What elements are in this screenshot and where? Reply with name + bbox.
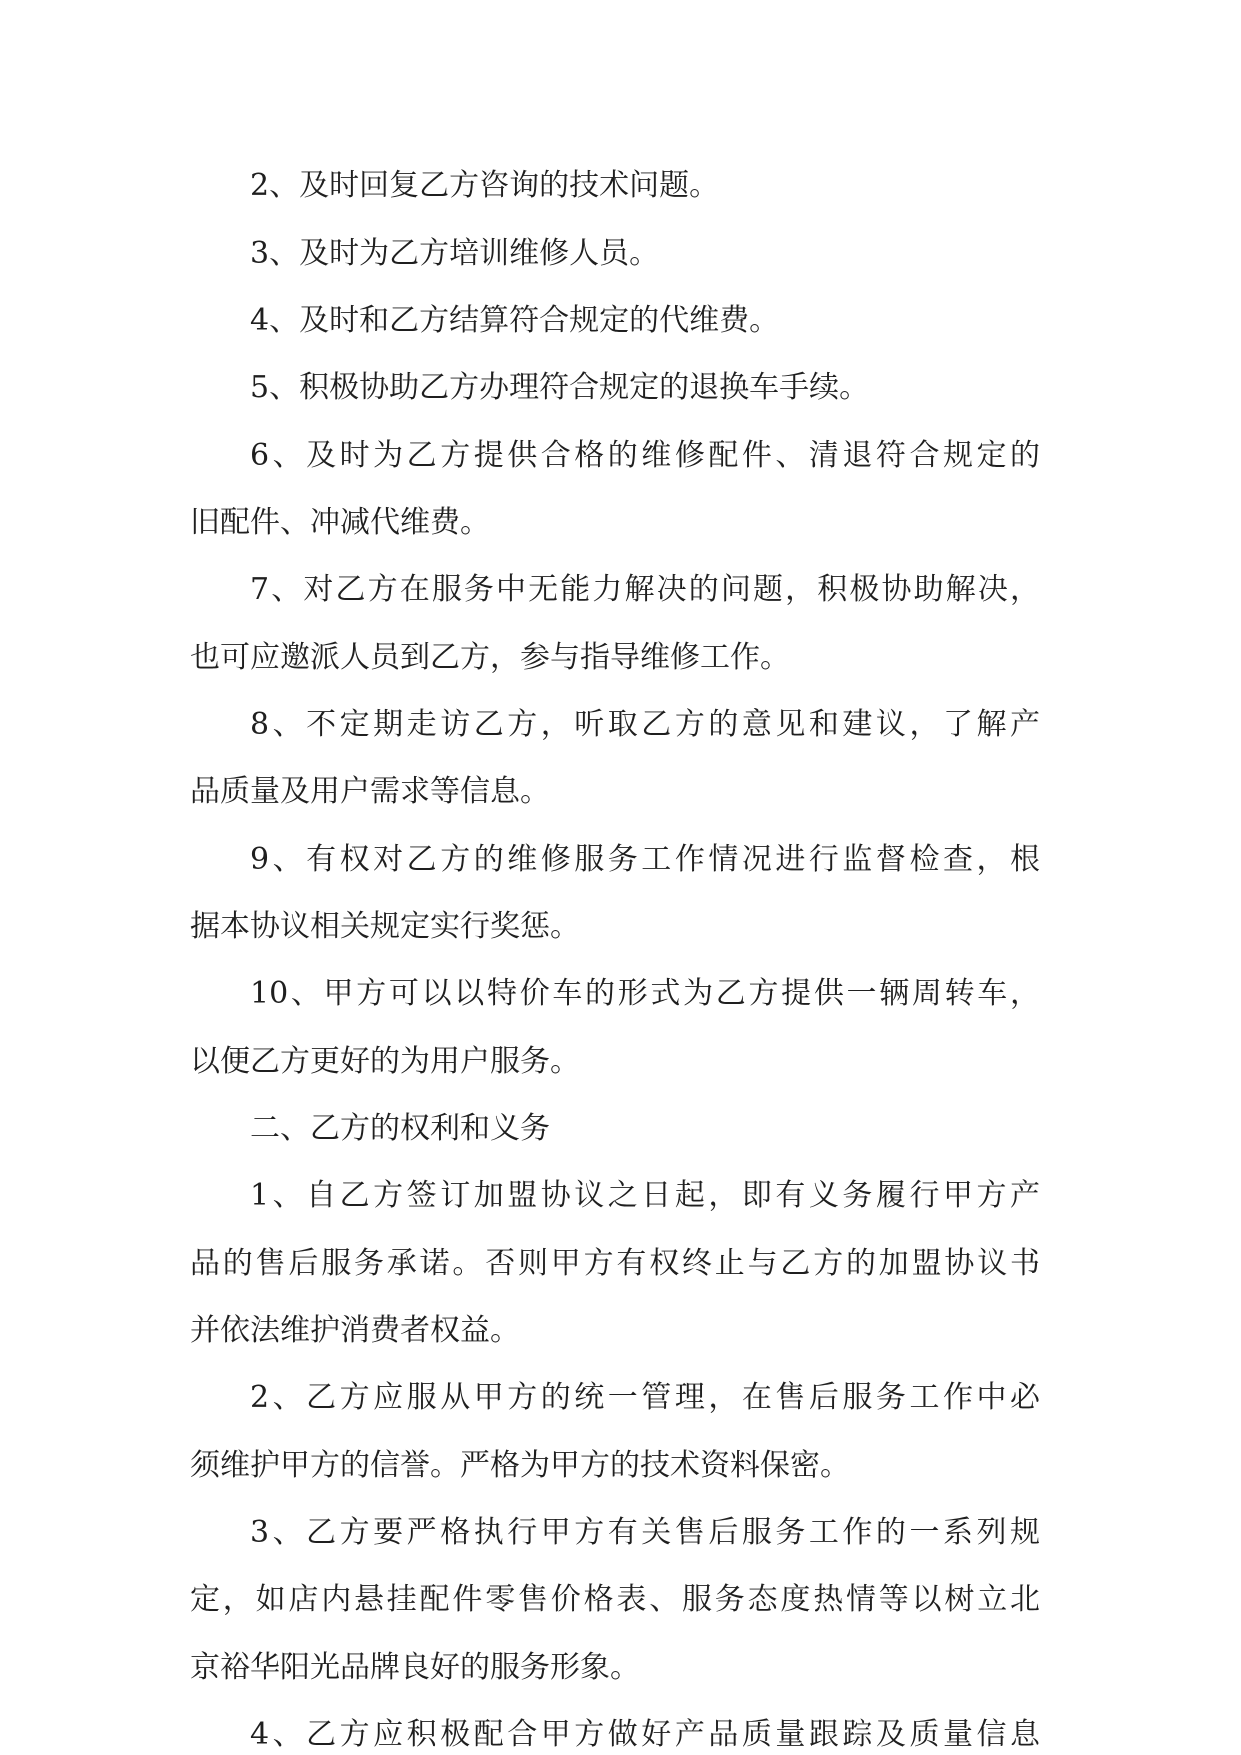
text-line: 并依法维护消费者权益。	[190, 1313, 520, 1348]
text-line: 旧配件、冲减代维费。	[190, 505, 490, 540]
text-line: 6、及时为乙方提供合格的维修配件、清退符合规定的	[250, 438, 1040, 473]
text-line: 4、乙方应积极配合甲方做好产品质量跟踪及质量信息	[250, 1717, 1040, 1752]
text-line: 7、对乙方在服务中无能力解决的问题，积极协助解决，	[250, 572, 1040, 607]
text-line: 定，如店内悬挂配件零售价格表、服务态度热情等以树立北	[190, 1582, 1040, 1617]
text-line: 3、乙方要严格执行甲方有关售后服务工作的一系列规	[250, 1515, 1040, 1550]
text-line: 京裕华阳光品牌良好的服务形象。	[190, 1650, 640, 1685]
text-line: 品质量及用户需求等信息。	[190, 774, 550, 809]
text-line: 8、不定期走访乙方，听取乙方的意见和建议，了解产	[250, 707, 1040, 742]
text-line: 3、及时为乙方培训维修人员。	[250, 236, 660, 271]
text-line: 也可应邀派人员到乙方，参与指导维修工作。	[190, 640, 790, 675]
text-line: 2、乙方应服从甲方的统一管理，在售后服务工作中必	[250, 1380, 1040, 1415]
text-line: 9、有权对乙方的维修服务工作情况进行监督检查，根	[250, 842, 1040, 877]
text-line: 品的售后服务承诺。否则甲方有权终止与乙方的加盟协议书	[190, 1246, 1040, 1281]
text-line: 须维护甲方的信誉。严格为甲方的技术资料保密。	[190, 1448, 850, 1483]
section-heading: 二、乙方的权利和义务	[250, 1111, 550, 1146]
text-line: 据本协议相关规定实行奖惩。	[190, 909, 580, 944]
text-line: 4、及时和乙方结算符合规定的代维费。	[250, 303, 780, 338]
text-line: 1、自乙方签订加盟协议之日起，即有义务履行甲方产	[250, 1178, 1040, 1213]
text-line: 10、甲方可以以特价车的形式为乙方提供一辆周转车，	[250, 976, 1040, 1011]
text-line: 2、及时回复乙方咨询的技术问题。	[250, 168, 720, 203]
text-line: 5、积极协助乙方办理符合规定的退换车手续。	[250, 370, 870, 405]
text-line: 以便乙方更好的为用户服务。	[190, 1044, 580, 1079]
